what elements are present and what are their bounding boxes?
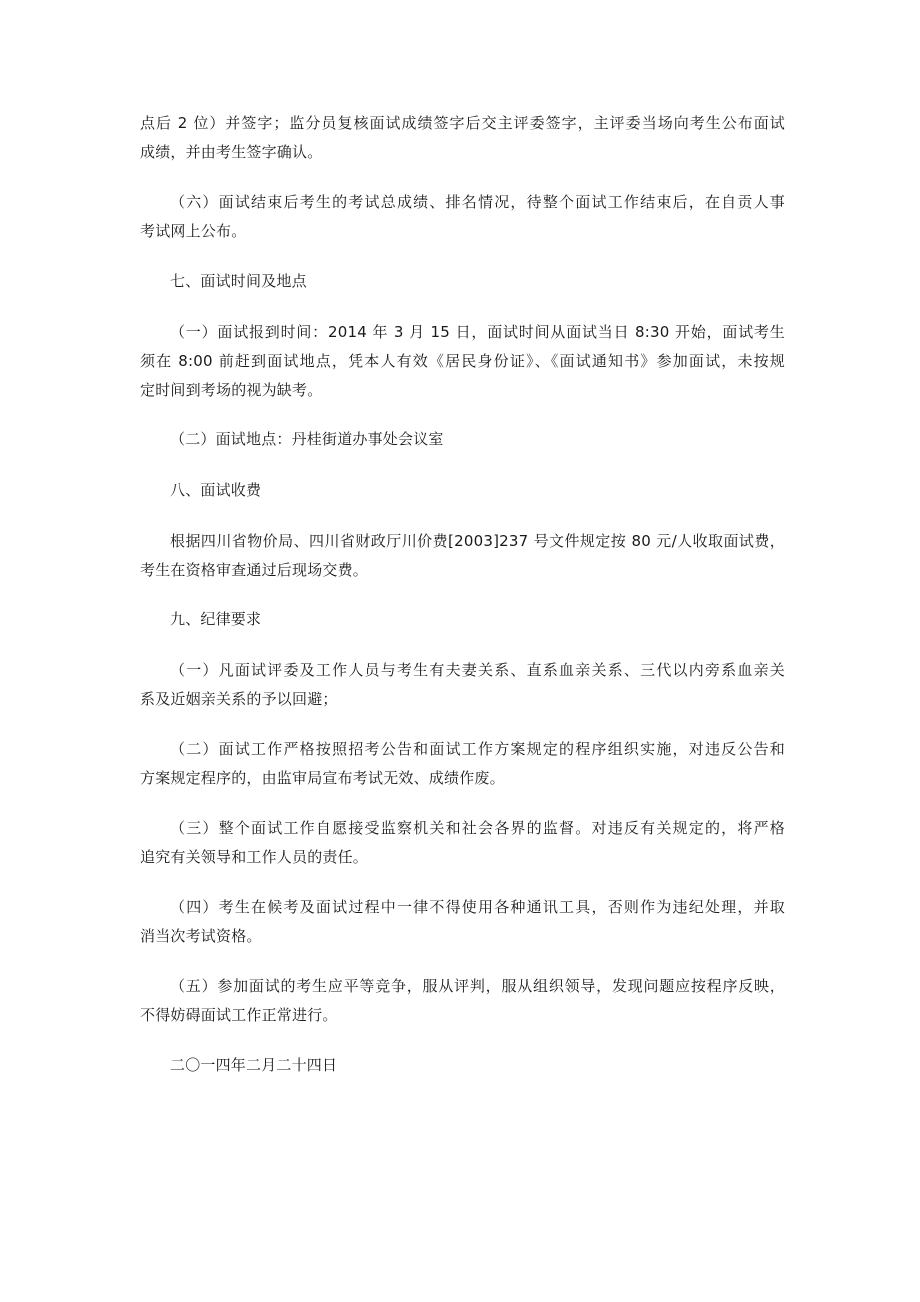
paragraph-interview-location [140, 425, 785, 454]
paragraph-discipline-one [140, 656, 785, 714]
paragraph-fee [140, 527, 785, 585]
text-line: 方案规定程序的，由监审局宣布考试无效、成绩作废。 [140, 769, 505, 787]
text-line: （一）凡面试评委及工作人员与考生有夫妻关系、直系血亲关系、三代以内旁系血亲关 [170, 661, 785, 679]
text-line: 定时间到考场的视为缺考。 [140, 381, 323, 399]
text-line: （二）面试工作严格按照招考公告和面试工作方案规定的程序组织实施，对违反公告和 [170, 740, 785, 758]
text-line: 根据四川省物价局、四川省财政厅川价费[2003]237 号文件规定按 80 元/人收取面试费， [170, 532, 785, 550]
text-line: （四）考生在候考及面试过程中一律不得使用各种通讯工具，否则作为违纪处理，并取 [170, 898, 785, 916]
paragraph-discipline-two [140, 735, 785, 793]
text-line: （二）面试地点：丹桂街道办事处会议室 [170, 430, 444, 448]
paragraph-discipline-four [140, 893, 785, 951]
date-text: 二〇一四年二月二十四日 [170, 1056, 338, 1074]
text-line: 消当次考试资格。 [140, 927, 262, 945]
text-line: （三）整个面试工作自愿接受监察机关和社会各界的监督。对违反有关规定的，将严格 [170, 819, 785, 837]
text-line: 追究有关领导和工作人员的责任。 [140, 848, 369, 866]
text-line: 成绩，并由考生签字确认。 [140, 143, 323, 161]
section-heading-nine [140, 605, 785, 634]
section-heading-seven [140, 267, 785, 296]
heading-text: 八、面试收费 [170, 481, 262, 499]
text-line: 须在 8:00 前赶到面试地点，凭本人有效《居民身份证》、《面试通知书》参加面试，未按规 [140, 352, 785, 370]
heading-text: 七、面试时间及地点 [170, 272, 307, 290]
text-line: （六）面试结束后考生的考试总成绩、排名情况，待整个面试工作结束后，在自贡人事 [170, 193, 785, 211]
paragraph-discipline-three [140, 814, 785, 872]
paragraph-item-six [140, 188, 785, 246]
document-date [140, 1051, 785, 1080]
paragraph-report-time [140, 318, 785, 405]
paragraph-discipline-five [140, 972, 785, 1030]
text-line: 系及近姻亲关系的予以回避； [140, 690, 338, 708]
section-heading-eight [140, 476, 785, 505]
heading-text: 九、纪律要求 [170, 610, 262, 628]
text-line: （五）参加面试的考生应平等竞争，服从评判，服从组织领导，发现问题应按程序反映， [170, 977, 785, 995]
text-line: 不得妨碍面试工作正常进行。 [140, 1006, 338, 1024]
text-line: 考生在资格审查通过后现场交费。 [140, 561, 369, 579]
paragraph-scoring-signature [140, 109, 785, 167]
text-line: 考试网上公布。 [140, 222, 247, 240]
text-line: 点后 2 位）并签字；监分员复核面试成绩签字后交主评委签字，主评委当场向考生公布面试 [140, 114, 785, 132]
text-line: （一）面试报到时间：2014 年 3 月 15 日，面试时间从面试当日 8:30 开始，面试考生 [170, 323, 785, 341]
